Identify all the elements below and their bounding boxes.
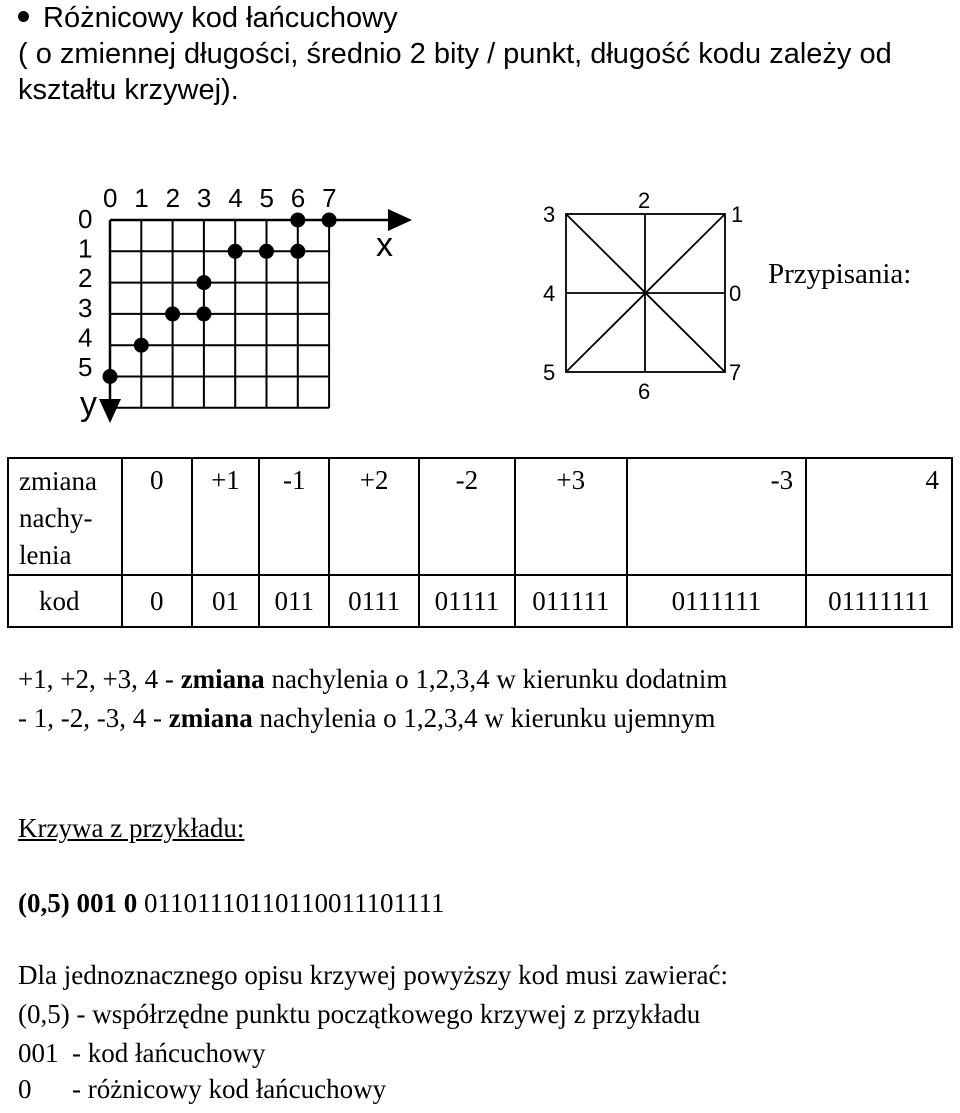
heading-line-3: kształtu krzywej).	[18, 74, 239, 106]
code-cell: 0	[122, 575, 192, 627]
column-label: 0	[103, 183, 118, 213]
explanation-item: (0,5) - współrzędne punktu początkowego krzywej z przykładu	[18, 999, 701, 1029]
change-cell: +3	[515, 458, 627, 575]
explanation-intro: Dla jednoznacznego opisu krzywej powyższy kod musi zawierać:	[18, 960, 729, 990]
code-cell: 0111111	[627, 575, 807, 627]
curve-point	[196, 275, 211, 290]
column-labels	[103, 183, 337, 213]
direction-3: 3	[543, 202, 556, 227]
assignments-label: Przypisania:	[768, 258, 912, 290]
column-label: 7	[322, 183, 337, 213]
heading-line-1: Różnicowy kod łańcuchowy	[18, 0, 892, 36]
curve-point	[290, 244, 305, 259]
row-label: 4	[78, 322, 93, 353]
row-label: 5	[78, 352, 93, 382]
heading-line-2: ( o zmiennej długości, średnio 2 bity / punkt, długość kodu zależy od	[18, 38, 892, 70]
curve-point	[259, 244, 274, 259]
explanation-item: 0 - różnicowy kod łańcuchowy	[18, 1074, 387, 1104]
curve-point	[103, 369, 118, 384]
direction-5: 5	[543, 360, 556, 385]
column-label: 6	[290, 183, 306, 213]
change-row	[8, 458, 952, 575]
heading	[18, 0, 892, 108]
column-label: 3	[196, 183, 212, 213]
chain-code-diagram	[0, 170, 960, 440]
change-header: zmiana nachy- lenia	[8, 458, 122, 575]
code-cell: 011111	[515, 575, 627, 627]
curve-point	[196, 306, 211, 321]
change-cell: -2	[419, 458, 515, 575]
code-header: kod	[8, 575, 122, 627]
row-label: 1	[78, 233, 93, 264]
change-cell: -3	[627, 458, 807, 575]
direction-0: 0	[729, 281, 742, 306]
y-axis-label: y	[80, 385, 97, 423]
direction-7: 7	[729, 360, 742, 385]
example-code: (0,5) 001 0 01101110110110011101111	[18, 888, 445, 918]
row-label: 3	[78, 292, 93, 323]
bullet-icon	[18, 11, 29, 22]
code-cell: 01111111	[806, 575, 952, 627]
change-cell: +2	[329, 458, 419, 575]
curve-point	[228, 244, 243, 259]
difference-code-table	[7, 457, 953, 628]
row-label: 2	[78, 263, 93, 294]
curve-point	[290, 213, 305, 228]
code-cell: 01	[192, 575, 260, 627]
direction-6: 6	[638, 379, 651, 404]
row-label: 0	[78, 204, 93, 234]
row-labels	[78, 204, 92, 382]
curve-point	[322, 213, 337, 228]
direction-1: 1	[731, 202, 744, 227]
curve-point	[165, 306, 180, 321]
negative-change-description: - 1, -2, -3, 4 - zmiana nachylenia o 1,2,3,4 w kierunku ujemnym	[18, 703, 716, 733]
column-label: 4	[228, 183, 243, 213]
direction-2: 2	[638, 188, 651, 213]
direction-4: 4	[543, 281, 556, 306]
code-cell: 011	[259, 575, 329, 627]
example-label: Krzywa z przykładu:	[18, 813, 245, 843]
x-axis-label: x	[376, 226, 393, 264]
change-cell: 4	[806, 458, 952, 575]
curve-point	[134, 338, 149, 353]
column-label: 2	[165, 183, 181, 213]
positive-change-description: +1, +2, +3, 4 - zmiana nachylenia o 1,2,3,4 w kierunku dodatnim	[18, 664, 728, 694]
column-label: 1	[134, 183, 149, 213]
code-cell: 01111	[419, 575, 515, 627]
curve-points	[103, 213, 337, 385]
direction-compass	[566, 214, 725, 372]
code-row	[8, 575, 952, 627]
explanation-item: 001 - kod łańcuchowy	[18, 1038, 266, 1068]
change-cell: +1	[192, 458, 260, 575]
change-cell: -1	[259, 458, 329, 575]
code-cell: 0111	[329, 575, 419, 627]
column-label: 5	[259, 183, 274, 213]
change-cell: 0	[122, 458, 192, 575]
